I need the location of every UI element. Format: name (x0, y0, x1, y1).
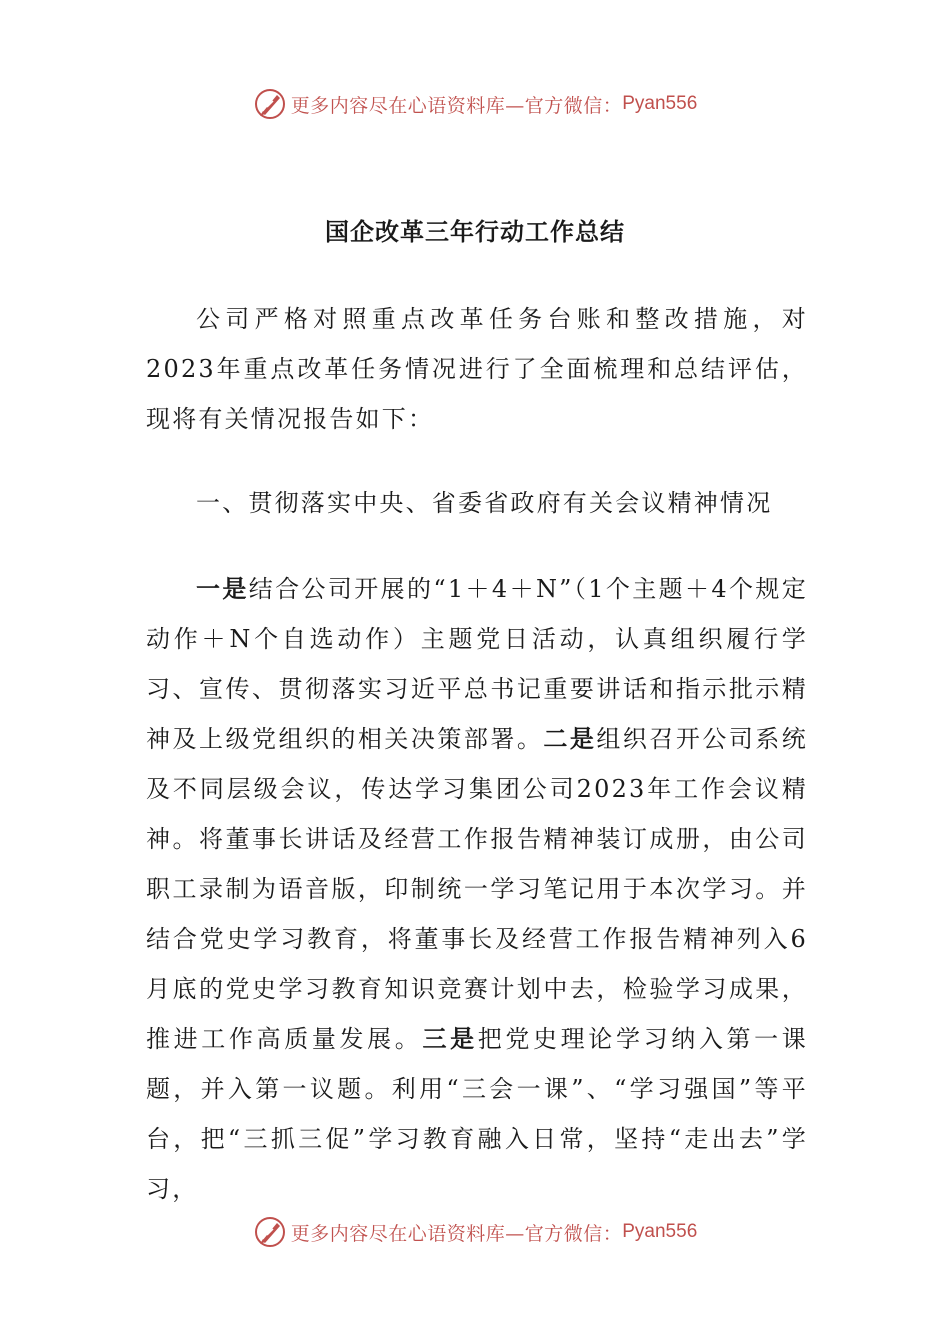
lead-one: 一是 (196, 574, 249, 603)
section-heading-block (146, 478, 808, 528)
watermark-wechat-id: Pyan556 (622, 93, 698, 114)
section1-text-two: 组织召开公司系统及不同层级会议，传达学习集团公司2023年工作会议精神。将董事长讲话及经营工作报告精神装订成册，由公司职工录制为语音版，印制统一学习笔记用于本次学习。并结合党史学习教育，将董事长及经营工作报告精神列入6月底的党史学习教育知识竞赛计划中去，检验学习成果，推进工作高质量发展。 (146, 725, 808, 1053)
watermark-text: 更多内容尽在心语资料库—官方微信： (290, 1222, 623, 1245)
lead-three: 三是 (422, 1024, 478, 1053)
section1-paragraph (146, 564, 808, 1214)
section1-heading: 一、贯彻落实中央、省委省政府有关会议精神情况 (196, 489, 773, 517)
quill-pen-logo-icon (253, 87, 287, 121)
watermark-header (0, 84, 950, 124)
intro-block (146, 294, 808, 444)
watermark-footer (0, 1212, 950, 1252)
quill-pen-logo-icon (253, 1215, 287, 1249)
intro-paragraph: 公司严格对照重点改革任务台账和整改措施，对2023年重点改革任务情况进行了全面梳理和总结评估，现将有关情况报告如下： (146, 305, 808, 433)
lead-two: 二是 (543, 724, 597, 753)
document-title: 国企改革三年行动工作总结 (325, 217, 625, 246)
section1-text-three: 把党史理论学习纳入第一课题，并入第一议题。利用“三会一课”、“学习强国”等平台，把“三抓三促”学习教育融入日常，坚持“走出去”学习， (146, 1025, 809, 1203)
section1-body-block (146, 564, 808, 1214)
watermark-text: 更多内容尽在心语资料库—官方微信： (290, 94, 623, 117)
watermark-wechat-id: Pyan556 (622, 1221, 698, 1242)
section1-text-one: 结合公司开展的“1＋4＋N”（1个主题＋4个规定动作＋N个自选动作）主题党日活动，认真组织履行学习、宣传、贯彻落实习近平总书记重要讲话和指示批示精神及上级党组织的相关决策部署。 (146, 575, 808, 753)
